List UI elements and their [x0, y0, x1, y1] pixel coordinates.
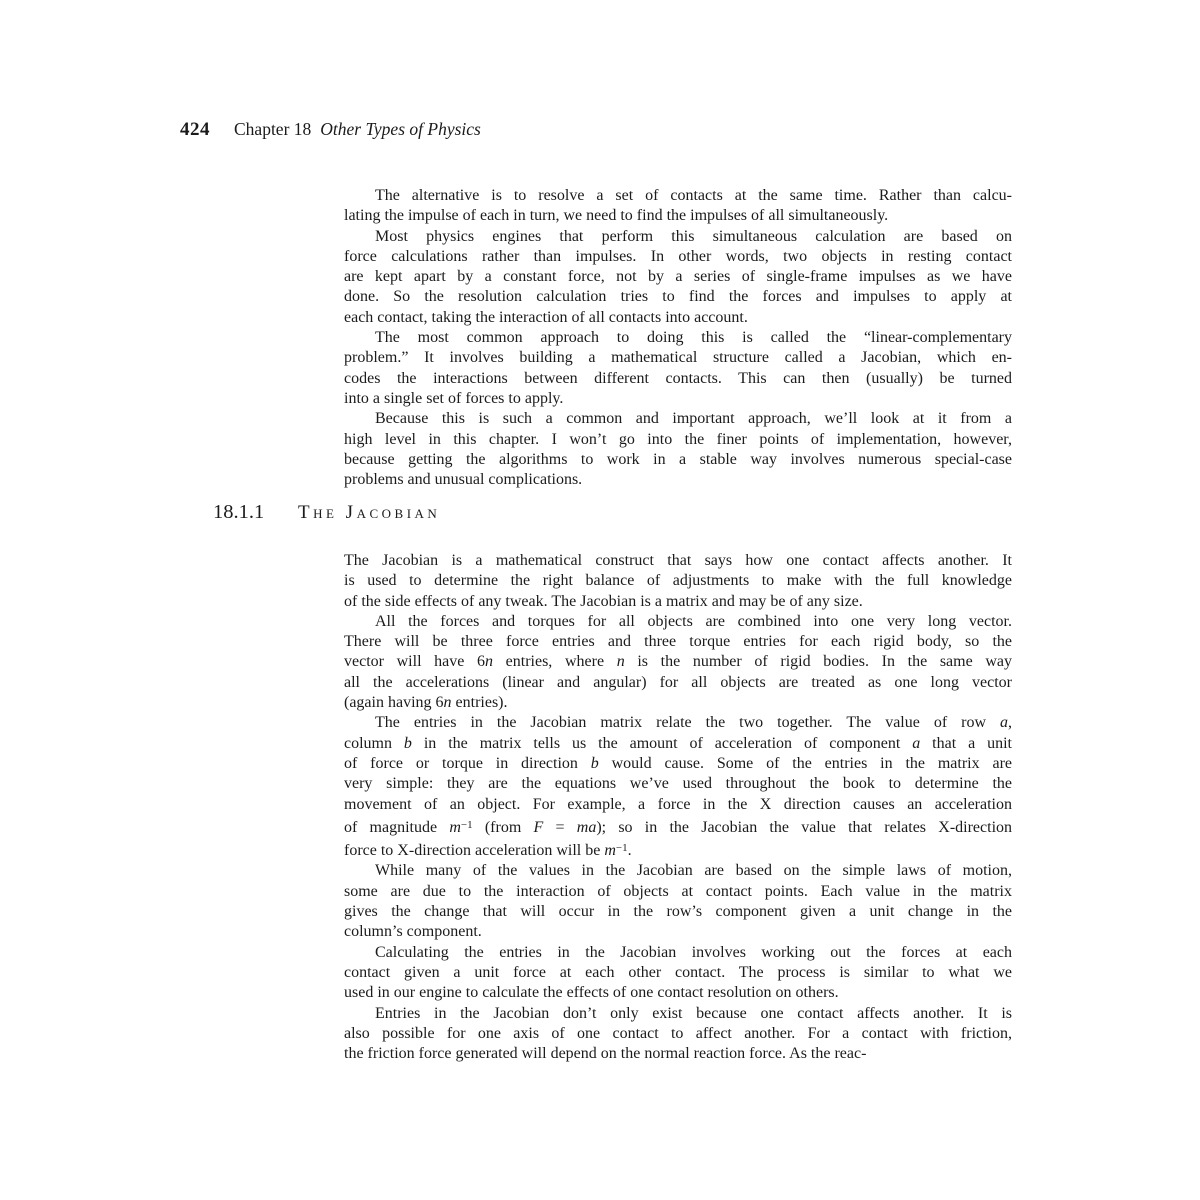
- text-line: [344, 1024, 1012, 1044]
- text-line: [344, 571, 1012, 591]
- text-segment: high level in this chapter. I won’t go into the finer points of implementation, however,: [344, 430, 1012, 448]
- italic-text: n: [616, 653, 625, 671]
- text-line: [344, 409, 1012, 429]
- text-line: [344, 652, 1012, 672]
- italic-text: m: [449, 818, 461, 836]
- paragraph: [344, 713, 1012, 861]
- text-segment: also possible for one axis of one contact to affect another. For a contact with friction,: [344, 1024, 1012, 1042]
- text-segment: contact given a unit force at each other contact. The process is similar to what we: [344, 963, 1012, 981]
- text-line: [344, 389, 1012, 409]
- italic-text: n: [443, 694, 452, 712]
- text-segment: is the number of rigid bodies. In the same way: [624, 653, 1012, 671]
- text-segment: used in our engine to calculate the effects of one contact resolution on others.: [344, 984, 839, 1002]
- text-line: [344, 795, 1012, 815]
- text-line: [344, 713, 1012, 733]
- intro-paragraphs: [344, 186, 1012, 490]
- italic-text: a: [912, 734, 921, 752]
- text-line: [344, 632, 1012, 652]
- text-line: [344, 186, 1012, 206]
- paragraph: [344, 943, 1012, 1004]
- paragraph: [344, 1004, 1012, 1065]
- text-line: [344, 861, 1012, 881]
- italic-text: ma: [576, 818, 597, 836]
- text-line: [344, 754, 1012, 774]
- text-line: [344, 308, 1012, 328]
- text-segment: lating the impulse of each in turn, we need to find the impulses of all simultaneously.: [344, 207, 889, 225]
- text-segment: While many of the values in the Jacobian are based on the simple laws of motion,: [375, 862, 1012, 880]
- italic-text: F: [533, 818, 544, 836]
- italic-text: n: [485, 653, 494, 671]
- text-segment: Because this is such a common and important approach, we’ll look at it from a: [375, 410, 1012, 428]
- text-segment: of force or torque in direction: [344, 754, 591, 772]
- text-segment: entries).: [451, 694, 508, 712]
- text-segment: gives the change that will occur in the row’s component given a unit change in the: [344, 903, 1012, 921]
- text-line: [344, 902, 1012, 922]
- text-line: [344, 693, 1012, 713]
- text-segment: that a unit: [920, 734, 1012, 752]
- paragraph: [344, 409, 1012, 490]
- paragraph: [344, 551, 1012, 612]
- text-segment: =: [543, 818, 577, 836]
- paragraph: [344, 227, 1012, 328]
- text-line: [344, 612, 1012, 632]
- text-segment: done. So the resolution calculation tries to find the forces and impulses to apply at: [344, 288, 1012, 306]
- text-segment: .: [627, 842, 632, 860]
- italic-text: b: [403, 734, 412, 752]
- text-segment: because getting the algorithms to work in a stable way involves numerous special-case: [344, 450, 1012, 468]
- text-line: [344, 838, 1012, 861]
- text-segment: some are due to the interaction of objects at contact points. Each value in the matrix: [344, 882, 1012, 900]
- text-segment: problem.” It involves building a mathematical structure called a Jacobian, which en-: [344, 349, 1012, 367]
- text-line: [344, 206, 1012, 226]
- text-segment: in the matrix tells us the amount of acceleration of component: [411, 734, 913, 752]
- text-line: [344, 882, 1012, 902]
- text-segment: very simple: they are the equations we’ve used throughout the book to determine the: [344, 775, 1012, 793]
- text-line: [344, 227, 1012, 247]
- text-segment: ); so in the Jacobian the value that relates X-direction: [596, 818, 1013, 836]
- chapter-title: Other Types of Physics: [320, 119, 481, 139]
- text-segment: of the side effects of any tweak. The Jacobian is a matrix and may be of any size.: [344, 592, 863, 610]
- running-head: [180, 119, 481, 141]
- text-segment: the friction force generated will depend on the normal reaction force. As the reac-: [344, 1045, 867, 1063]
- paragraph: [344, 861, 1012, 942]
- paragraph: [344, 612, 1012, 713]
- text-line: [344, 734, 1012, 754]
- text-segment: column: [344, 734, 404, 752]
- text-segment: Calculating the entries in the Jacobian involves working out the forces at each: [375, 943, 1012, 961]
- section-heading: [213, 501, 440, 524]
- text-line: [344, 348, 1012, 368]
- italic-text: m: [604, 842, 616, 860]
- text-line: [344, 430, 1012, 450]
- text-segment: vector will have 6: [344, 653, 486, 671]
- text-segment: movement of an object. For example, a force in the X direction causes an acceleration: [344, 795, 1012, 813]
- text-line: [344, 815, 1012, 838]
- text-segment: (from: [472, 818, 534, 836]
- text-segment: Most physics engines that perform this simultaneous calculation are based on: [375, 227, 1012, 245]
- text-segment: The most common approach to doing this is called the “linear-complementary: [375, 329, 1012, 347]
- text-line: [344, 943, 1012, 963]
- text-segment: Entries in the Jacobian don’t only exist because one contact affects another. It is: [375, 1004, 1012, 1022]
- text-segment: The entries in the Jacobian matrix relate the two together. The value of row: [375, 714, 1000, 732]
- text-segment: (again having 6: [344, 694, 444, 712]
- text-segment: column’s component.: [344, 923, 482, 941]
- text-segment: codes the interactions between different contacts. This can then (usually) be turned: [344, 369, 1012, 387]
- text-segment: force to X-direction acceleration will be: [344, 842, 605, 860]
- text-line: [344, 470, 1012, 490]
- text-segment: into a single set of forces to apply.: [344, 389, 564, 407]
- text-segment: all the accelerations (linear and angular) for all objects are treated as one long vector: [344, 673, 1012, 691]
- text-line: [344, 551, 1012, 571]
- paragraph: [344, 328, 1012, 409]
- text-segment: problems and unusual complications.: [344, 471, 583, 489]
- page-number: 424: [180, 119, 210, 140]
- text-line: [344, 1004, 1012, 1024]
- text-segment: each contact, taking the interaction of all contacts into account.: [344, 308, 748, 326]
- text-line: [344, 450, 1012, 470]
- italic-text: a: [1000, 714, 1008, 732]
- text-segment: force calculations rather than impulses. In other words, two objects in resting contact: [344, 247, 1012, 265]
- text-segment: All the forces and torques for all objects are combined into one very long vector.: [375, 612, 1012, 630]
- paragraph: [344, 186, 1012, 227]
- text-segment: are kept apart by a constant force, not by a series of single-frame impulses as we have: [344, 268, 1012, 286]
- section-title: The Jacobian: [298, 502, 441, 523]
- italic-text: b: [590, 754, 599, 772]
- text-segment: ,: [1008, 714, 1012, 732]
- text-segment: is used to determine the right balance of adjustments to make with the full knowledge: [344, 572, 1012, 590]
- text-line: [344, 328, 1012, 348]
- text-line: [344, 673, 1012, 693]
- text-line: [344, 774, 1012, 794]
- text-segment: The Jacobian is a mathematical construct that says how one contact affects another. It: [344, 552, 1012, 569]
- superscript-text: −1: [615, 842, 628, 855]
- text-segment: entries, where: [493, 653, 617, 671]
- text-line: [344, 369, 1012, 389]
- text-line: [344, 267, 1012, 287]
- text-line: [344, 247, 1012, 267]
- text-line: [344, 1044, 1012, 1064]
- text-line: [344, 287, 1012, 307]
- text-line: [344, 922, 1012, 942]
- text-line: [344, 963, 1012, 983]
- text-segment: The alternative is to resolve a set of contacts at the same time. Rather than calcu-: [375, 187, 1012, 204]
- section-number: 18.1.1: [213, 501, 265, 523]
- text-line: [344, 592, 1012, 612]
- text-segment: of magnitude: [344, 818, 450, 836]
- superscript-text: −1: [460, 818, 473, 831]
- section-paragraphs: [344, 551, 1012, 1064]
- text-segment: There will be three force entries and three torque entries for each rigid body, so the: [344, 633, 1012, 651]
- text-segment: would cause. Some of the entries in the matrix are: [598, 754, 1012, 772]
- chapter-label: Chapter 18: [234, 119, 312, 139]
- text-line: [344, 983, 1012, 1003]
